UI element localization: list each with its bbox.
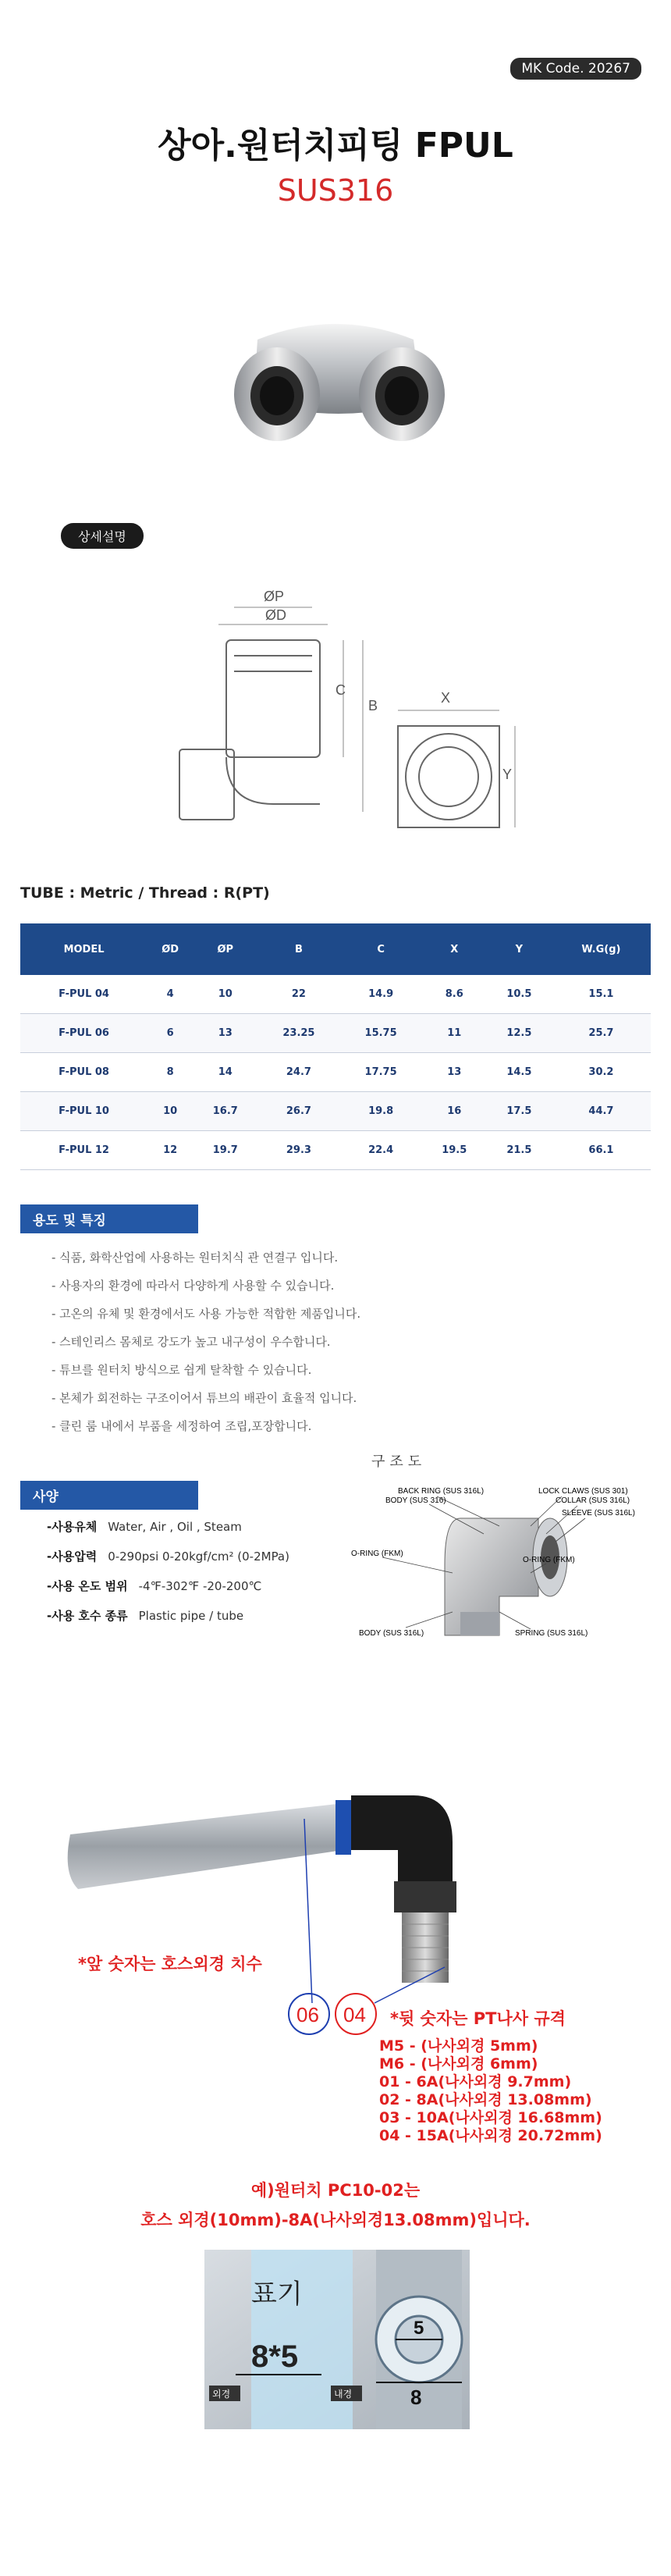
cell: 6 bbox=[147, 1014, 193, 1053]
cell: 14 bbox=[193, 1053, 257, 1092]
cell: 11 bbox=[422, 1014, 487, 1053]
cell: 23.25 bbox=[257, 1014, 339, 1053]
spec-row-hose bbox=[47, 1607, 243, 1624]
fitting-body bbox=[351, 1795, 453, 1881]
cell: 17.75 bbox=[340, 1053, 422, 1092]
col-od: ØD bbox=[147, 923, 193, 975]
cell: 21.5 bbox=[487, 1131, 552, 1170]
table-header-row bbox=[20, 923, 651, 975]
spec-value: -4℉-302℉ -20-200℃ bbox=[138, 1579, 262, 1593]
feature-item: - 사용자의 환경에 따라서 다양하게 사용할 수 있습니다. bbox=[51, 1279, 335, 1293]
col-weight: W.G(g) bbox=[552, 923, 651, 975]
col-op: ØP bbox=[193, 923, 257, 975]
col-x: X bbox=[422, 923, 487, 975]
dim-c-label: C bbox=[336, 682, 346, 698]
cell: 14.5 bbox=[487, 1053, 552, 1092]
spec-label: -사용유체 bbox=[47, 1520, 98, 1534]
list-item: M5 - (나사외경 5mm) bbox=[379, 2037, 538, 2055]
table-caption: TUBE : Metric / Thread : R(PT) bbox=[20, 884, 270, 902]
spec-label: -사용압력 bbox=[47, 1550, 98, 1564]
cell: 22.4 bbox=[340, 1131, 422, 1170]
table-row bbox=[20, 1014, 651, 1053]
cell: 12.5 bbox=[487, 1014, 552, 1053]
label-body-1: BODY (SUS 316) bbox=[385, 1496, 446, 1505]
spec-table bbox=[20, 923, 651, 1170]
cell: 16.7 bbox=[193, 1092, 257, 1131]
cell: 22 bbox=[257, 975, 339, 1014]
tube-marking-photo bbox=[204, 2250, 470, 2429]
hose bbox=[68, 1803, 343, 1889]
cell: 14.9 bbox=[340, 975, 422, 1014]
dim-op-label: ØP bbox=[264, 589, 285, 604]
dimension-drawing bbox=[148, 578, 523, 843]
material-subtitle: SUS316 bbox=[277, 173, 394, 208]
cell: 10.5 bbox=[487, 975, 552, 1014]
cell: 29.3 bbox=[257, 1131, 339, 1170]
example-line-2: 호스 외경(10mm)-8A(나사외경13.08mm)입니다. bbox=[140, 2211, 531, 2229]
diagram-inner-value: 5 bbox=[414, 2318, 424, 2339]
label-body-2: BODY (SUS 316L) bbox=[359, 1629, 424, 1638]
list-item: 04 - 15A(나사외경 20.72mm) bbox=[379, 2127, 602, 2144]
col-b: B bbox=[257, 923, 339, 975]
cell: F-PUL 04 bbox=[20, 975, 147, 1014]
mark-value: 8*5 bbox=[251, 2339, 299, 2374]
label-sleeve: SLEEVE (SUS 316L) bbox=[562, 1509, 635, 1517]
label-spring: SPRING (SUS 316L) bbox=[515, 1629, 588, 1638]
mark-outer-tag: 외경 bbox=[212, 2389, 231, 2400]
fitting-hose-illustration bbox=[47, 1772, 484, 2030]
example-line-1: 예)원터치 PC10-02는 bbox=[250, 2181, 421, 2200]
mk-code-badge: MK Code. 20267 bbox=[510, 58, 641, 80]
label-back-ring: BACK RING (SUS 316L) bbox=[398, 1487, 485, 1496]
diagram-outer-value: 8 bbox=[410, 2386, 422, 2409]
code-a: 06 bbox=[296, 2003, 319, 2026]
cell: 66.1 bbox=[552, 1131, 651, 1170]
cell: 30.2 bbox=[552, 1053, 651, 1092]
cell: 17.5 bbox=[487, 1092, 552, 1131]
cell: F-PUL 08 bbox=[20, 1053, 147, 1092]
cell: 16 bbox=[422, 1092, 487, 1131]
cell: 4 bbox=[147, 975, 193, 1014]
cell: 44.7 bbox=[552, 1092, 651, 1131]
label-collar: COLLAR (SUS 316L) bbox=[556, 1496, 630, 1505]
structure-title: 구조도 bbox=[371, 1453, 427, 1470]
code-circles bbox=[278, 1991, 395, 2037]
mark-inner-tag: 내경 bbox=[334, 2389, 353, 2400]
col-c: C bbox=[340, 923, 422, 975]
pt-thread-list bbox=[379, 2037, 602, 2145]
dim-od-label: ØD bbox=[265, 607, 286, 623]
back-number-note: *뒷 숫자는 PT나사 규격 bbox=[390, 2009, 566, 2028]
cell: 12 bbox=[147, 1131, 193, 1170]
cell: 25.7 bbox=[552, 1014, 651, 1053]
dim-x-label: X bbox=[441, 690, 451, 706]
structure-diagram bbox=[351, 1479, 648, 1643]
cell: 26.7 bbox=[257, 1092, 339, 1131]
table-row bbox=[20, 1131, 651, 1170]
release-collar bbox=[336, 1800, 351, 1855]
table-row bbox=[20, 975, 651, 1014]
feature-item: - 튜브를 원터치 방식으로 쉽게 탈착할 수 있습니다. bbox=[51, 1363, 312, 1377]
detail-badge: 상세설명 bbox=[61, 523, 144, 549]
list-item: 03 - 10A(나사외경 16.68mm) bbox=[379, 2109, 602, 2126]
cell: 19.5 bbox=[422, 1131, 487, 1170]
cell: 8 bbox=[147, 1053, 193, 1092]
col-model: MODEL bbox=[20, 923, 147, 975]
dim-b-label: B bbox=[368, 698, 378, 713]
feature-item: - 클린 룸 내에서 부품을 세정하여 조립,포장합니다. bbox=[51, 1419, 312, 1433]
spec-value: Plastic pipe / tube bbox=[138, 1609, 244, 1623]
feature-item: - 식품, 화학산업에 사용하는 원터치식 관 연결구 입니다. bbox=[51, 1251, 339, 1265]
feature-item: - 고온의 유체 및 환경에서도 사용 가능한 적합한 제품입니다. bbox=[51, 1307, 361, 1321]
list-item: 02 - 8A(나사외경 13.08mm) bbox=[379, 2091, 592, 2108]
spec-row-pressure bbox=[47, 1548, 289, 1564]
cell: 15.75 bbox=[340, 1014, 422, 1053]
feature-item: - 본체가 회전하는 구조이어서 튜브의 배관이 효율적 입니다. bbox=[51, 1391, 357, 1405]
spec-label: -사용 호수 종류 bbox=[47, 1609, 128, 1623]
cell: 24.7 bbox=[257, 1053, 339, 1092]
cell: 13 bbox=[193, 1014, 257, 1053]
list-item: 01 - 6A(나사외경 9.7mm) bbox=[379, 2073, 572, 2090]
spec-label: -사용 온도 범위 bbox=[47, 1579, 128, 1593]
cell: F-PUL 10 bbox=[20, 1092, 147, 1131]
label-oring-1: O-RING (FKM) bbox=[351, 1550, 403, 1558]
cell: F-PUL 06 bbox=[20, 1014, 147, 1053]
cell: 19.8 bbox=[340, 1092, 422, 1131]
list-item: M6 - (나사외경 6mm) bbox=[379, 2055, 538, 2073]
spec-row-fluid bbox=[47, 1518, 242, 1535]
label-lock-claws: LOCK CLAWS (SUS 301) bbox=[538, 1487, 628, 1496]
spec-row-temperature bbox=[47, 1578, 261, 1594]
dim-y-label: Y bbox=[502, 767, 513, 782]
cell: 19.7 bbox=[193, 1131, 257, 1170]
spec-value: 0-290psi 0-20kgf/cm² (0-2MPa) bbox=[108, 1550, 289, 1564]
spec-value: Water, Air , Oil , Steam bbox=[108, 1520, 242, 1534]
product-photo bbox=[211, 308, 468, 464]
feature-item: - 스테인리스 몸체로 강도가 높고 내구성이 우수합니다. bbox=[51, 1335, 331, 1349]
cell: 13 bbox=[422, 1053, 487, 1092]
col-y: Y bbox=[487, 923, 552, 975]
cell: 15.1 bbox=[552, 975, 651, 1014]
page-title: 상아.원터치피팅 FPUL bbox=[158, 126, 513, 165]
cell: F-PUL 12 bbox=[20, 1131, 147, 1170]
cell: 10 bbox=[193, 975, 257, 1014]
mark-label: 표기 bbox=[251, 2279, 303, 2310]
table-row bbox=[20, 1092, 651, 1131]
specs-heading: 사양 bbox=[20, 1481, 198, 1510]
front-number-note: *앞 숫자는 호스외경 치수 bbox=[78, 1955, 262, 1973]
features-heading: 용도 및 특징 bbox=[20, 1204, 198, 1233]
label-oring-2: O-RING (FKM) bbox=[523, 1556, 575, 1564]
cell: 8.6 bbox=[422, 975, 487, 1014]
table-row bbox=[20, 1053, 651, 1092]
code-b: 04 bbox=[343, 2003, 366, 2026]
cell: 10 bbox=[147, 1092, 193, 1131]
